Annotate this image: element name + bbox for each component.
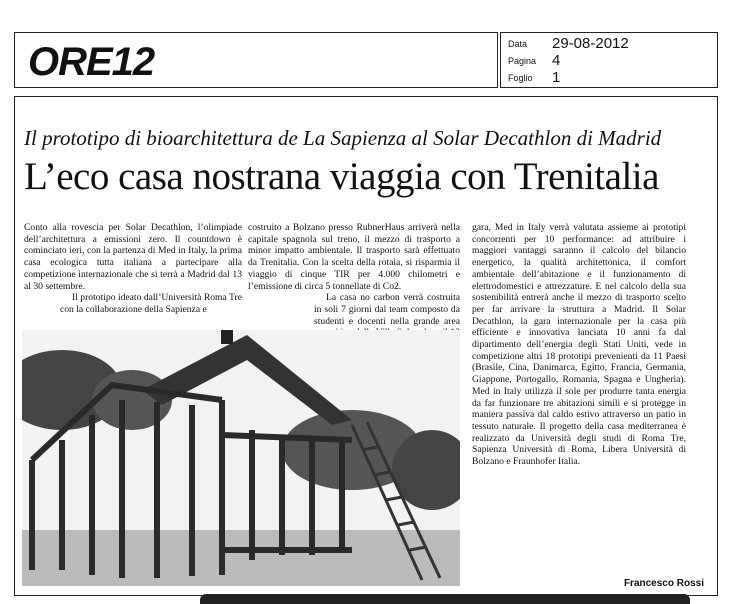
newspaper-logo: ORE12	[28, 40, 155, 84]
column-2-paragraph-1: costruito a Bolzano presso RubnerHaus arriverà nella capitale spagnola sul treno, il mezzo di trasporto a minor impatto ambientale. Il trasporto sarà effettuato da Trenitalia. Con la scelta della rotaia, si risparmia il viaggio di cinque TIR per 4.000 chilometri e l’emissione di circa 5 tonnellate di Co2.	[248, 222, 460, 292]
column-3-paragraph-1: gara, Med in Italy verrà valutata assieme ai prototipi concorrenti per 10 performance: ad attribuire i maggiori vantaggi saranno il calcolo del bilancio energetico, la qualità architettonica, il comfort ambientale dell’abitazione e il funzionamento di elettrodomestici e attrezzature. E nel calcolo della sua sostenibilità entrerà anche il mezzo di trasporto scelto per far arrivare la struttura a Madrid. Il Solar Decathlon, la gara internazionale per la casa più efficiente e innovativa lanciata 10 anni fa dal dipartimento dell’energia degli Stati Uniti, vede in competizione altri 18 prototipi prevenienti da 11 Paesi (Brasile, Cina, Danimarca, Egitto, Francia, Germania, Giappone, Portogallo, Romania, Spagna e Ungheria). Med in Italy utilizza il sole per produrre tanta energia da far funzionare tre abitazioni simili e si protegge in maniera passiva dal caldo estivo attraverso un patio in tessuto naturale. Il progetto della casa mediterranea è realizzato da Università degli studi di Roma Tre, Sapienza Università di Roma, Libera Università di Bolzano e Fraunhofer Italia.	[472, 222, 686, 468]
sheet-value: 1	[552, 69, 561, 86]
date-value: 29-08-2012	[552, 35, 629, 52]
sheet-label: Foglio	[508, 73, 533, 83]
article-kicker: Il prototipo di bioarchitettura de La Sapienza al Solar Decathlon di Madrid	[24, 126, 662, 150]
date-label: Data	[508, 39, 528, 49]
next-article-edge	[200, 594, 690, 604]
article-byline: Francesco Rossi	[623, 578, 704, 589]
column-1-paragraph-2: Il prototipo ideato dall’Università Roma Tre con la collaborazione della Sapienza e	[60, 292, 242, 315]
page-value: 4	[552, 52, 561, 69]
article-column-3	[472, 222, 686, 468]
article-headline: L’eco casa nostrana viaggia con Trenitalia	[24, 155, 659, 198]
column-1-paragraph-1: Conto alla rovescia per Solar Decathlon, l’olimpiade dell’architettura a emissioni zero. Il countdown è cominciato ieri, con la partenza di Med in Italy, la prima casa ecologica tutta italiana a partecipare alla competizione internazionale che si terrà a Madrid dal 13 al 30 settembre.	[24, 222, 242, 292]
column-2-paragraph-2: La casa no carbon verrà costruita in soli 7 giorni dal team composto da studenti e docenti nella grande area	[314, 292, 460, 327]
article-column-1	[24, 222, 242, 316]
construction-photo	[22, 330, 460, 586]
page-label: Pagina	[508, 56, 537, 66]
